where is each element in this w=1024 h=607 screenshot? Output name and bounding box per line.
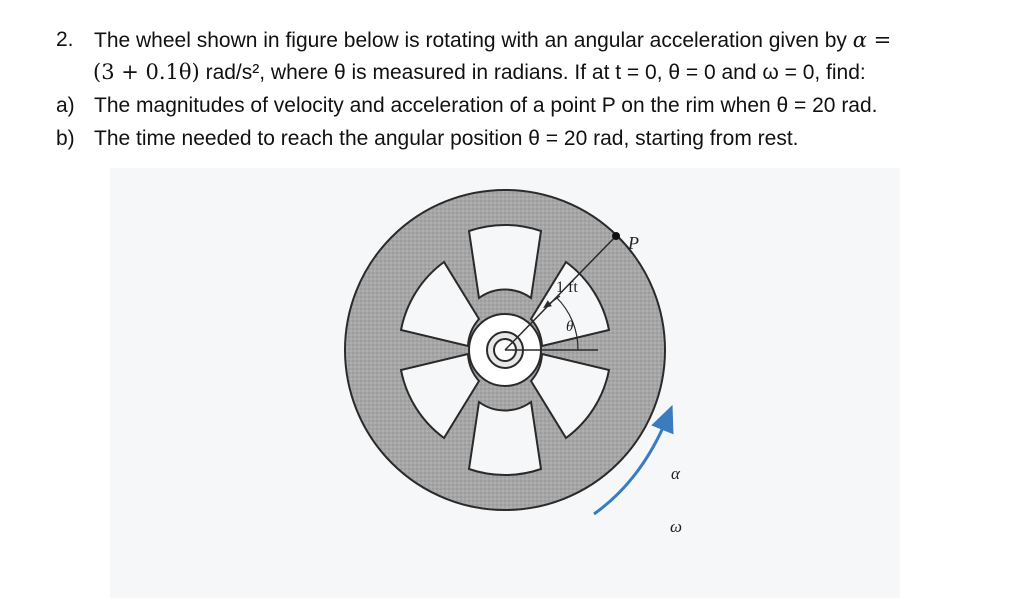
label-radius: 1 ft: [556, 279, 578, 296]
point-p: [612, 232, 620, 240]
part-b-text: The time needed to reach the angular position θ = 20 rad, starting from rest.: [94, 127, 799, 150]
alpha-equation: α =: [852, 28, 892, 52]
part-b-marker: b): [56, 127, 75, 150]
label-p: P: [628, 233, 639, 253]
problem-conditions-text: rad/s², where θ is measured in radians. If at t = 0, θ = 0 and ω = 0, find:: [205, 61, 866, 84]
problem-number: 2.: [56, 28, 74, 51]
alpha-expression: (3 + 0.1θ): [93, 60, 200, 84]
label-theta: θ: [566, 319, 574, 335]
label-alpha: α: [671, 464, 680, 483]
part-a-marker: a): [56, 94, 75, 117]
label-omega: ω: [670, 517, 683, 536]
problem-intro-text: The wheel shown in figure below is rotating with an angular acceleration given by: [94, 29, 847, 52]
part-a-text: The magnitudes of velocity and acceleration of a point P on the rim when θ = 20 rad.: [94, 94, 878, 117]
